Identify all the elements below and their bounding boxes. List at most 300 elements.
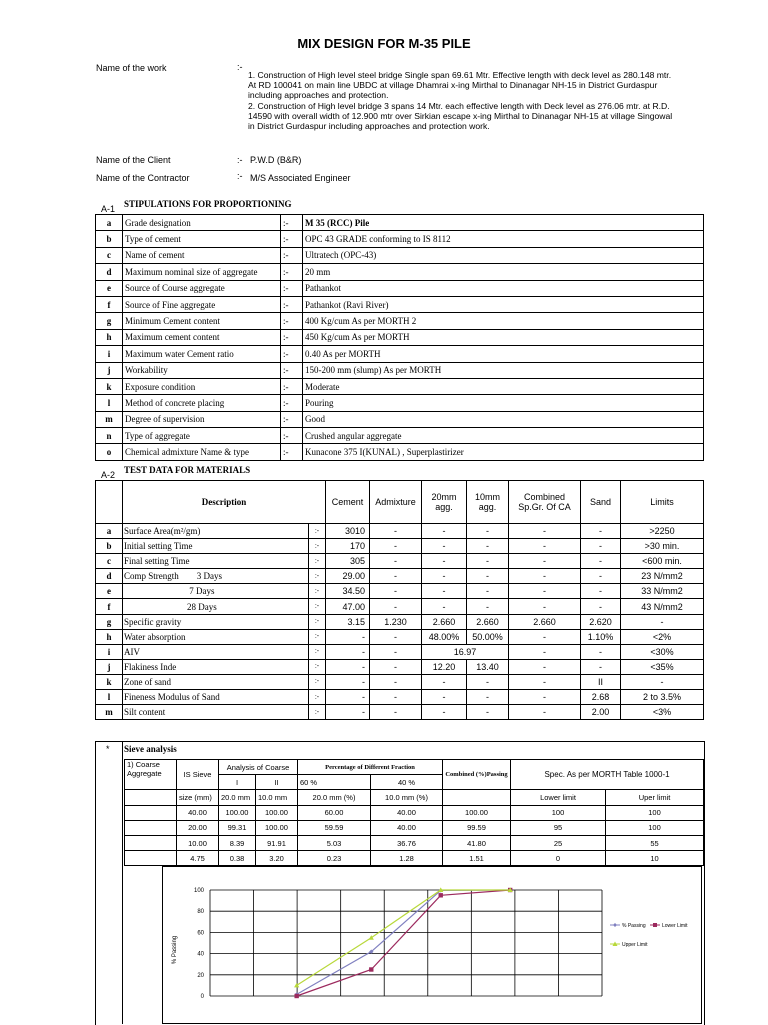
stipulation-row xyxy=(96,411,704,427)
row-letter: k xyxy=(96,378,123,394)
y-axis-label: % Passing xyxy=(172,935,178,965)
agg20-value: 12.20 xyxy=(422,659,467,674)
agg20-value: - xyxy=(422,554,467,569)
combined-value: - xyxy=(509,584,581,599)
test-desc: AIV xyxy=(123,644,309,659)
test-desc: 7 Days xyxy=(123,584,309,599)
combined-value: - xyxy=(509,599,581,614)
agg10-value: - xyxy=(467,674,509,689)
y-tick-label: 60 xyxy=(197,930,204,937)
cement-value: 34.50 xyxy=(326,584,370,599)
row-letter: h xyxy=(96,329,123,345)
header-combined-spgr: Combined Sp.Gr. Of CA xyxy=(509,481,581,524)
stipulation-row xyxy=(96,329,704,345)
combined-value: - xyxy=(509,629,581,644)
cement-value: - xyxy=(326,674,370,689)
agg20-value: - xyxy=(422,705,467,720)
test-sep: :- xyxy=(309,644,326,659)
upper-limit: 10 xyxy=(606,851,704,866)
col-i-header: I xyxy=(219,775,256,790)
stipulation-sep: :- xyxy=(281,247,303,263)
admixture-value: - xyxy=(370,705,422,720)
upper-limit-header: Uper limit xyxy=(606,790,704,805)
stipulation-desc: Maximum cement content xyxy=(123,329,281,345)
test-sep: :- xyxy=(309,659,326,674)
stipulation-sep: :- xyxy=(281,444,303,460)
series-point xyxy=(439,893,443,897)
test-desc: Comp Strength 3 Days xyxy=(123,569,309,584)
lower-limit: 0 xyxy=(511,851,606,866)
agg20-value: - xyxy=(422,539,467,554)
y-tick-label: 40 xyxy=(197,951,204,958)
agg10-value: 50.00% xyxy=(467,629,509,644)
header-description: Description xyxy=(123,481,326,524)
stipulation-sep: :- xyxy=(281,280,303,296)
stipulation-row xyxy=(96,296,704,312)
agg10-value: - xyxy=(467,690,509,705)
combined-value: - xyxy=(509,569,581,584)
upper-limit: 100 xyxy=(606,820,704,835)
row-letter: f xyxy=(96,599,123,614)
test-data-row xyxy=(96,584,704,599)
stipulation-row xyxy=(96,346,704,362)
test-sep: :- xyxy=(309,690,326,705)
pct-20mm: 59.59 xyxy=(298,820,371,835)
c20-header: 20.0 mm xyxy=(219,790,256,805)
stipulation-desc: Maximum water Cement ratio xyxy=(123,346,281,362)
admixture-value: 1.230 xyxy=(370,614,422,629)
contractor-colon: :- xyxy=(237,171,243,181)
agg10-value: - xyxy=(467,554,509,569)
combined-value: - xyxy=(509,705,581,720)
row-letter: m xyxy=(96,705,123,720)
sieve-table xyxy=(124,759,704,866)
sieve-size: 10.00 xyxy=(177,835,219,850)
row-letter: g xyxy=(96,313,123,329)
agg20-value: 48.00% xyxy=(422,629,467,644)
blank-cell xyxy=(125,820,177,835)
stipulation-desc: Maximum nominal size of aggregate xyxy=(123,264,281,280)
pct-10mm: 1.28 xyxy=(371,851,443,866)
agg10-value: - xyxy=(467,539,509,554)
analysis-coarse-header: Analysis of Coarse xyxy=(219,760,298,775)
sand-value: 2.620 xyxy=(581,614,621,629)
work-label: Name of the work xyxy=(96,63,167,73)
sand-value: - xyxy=(581,599,621,614)
stipulation-value: Pathankot xyxy=(303,280,704,296)
admixture-value: - xyxy=(370,674,422,689)
limit-value: 33 N/mm2 xyxy=(621,584,704,599)
sand-value: - xyxy=(581,539,621,554)
stipulation-value: 450 Kg/cum As per MORTH xyxy=(303,329,704,345)
legend-label: Lower Limit xyxy=(662,923,688,929)
test-desc: 28 Days xyxy=(123,599,309,614)
stipulation-sep: :- xyxy=(281,346,303,362)
y-tick-label: 100 xyxy=(193,888,204,894)
stipulation-sep: :- xyxy=(281,378,303,394)
limit-value: <30% xyxy=(621,644,704,659)
agg10-value: 2.660 xyxy=(467,614,509,629)
sand-value: 1.10% xyxy=(581,629,621,644)
pct-fraction-header: Percentage of Different Fraction xyxy=(298,760,443,775)
blank-cell xyxy=(443,790,511,805)
p60-header: 60 % xyxy=(298,775,371,790)
admixture-value: - xyxy=(370,690,422,705)
test-sep: :- xyxy=(309,569,326,584)
sieve-row xyxy=(125,835,704,850)
sieve-frame-divider xyxy=(122,741,123,1024)
stipulation-value: OPC 43 GRADE conforming to IS 8112 xyxy=(303,231,704,247)
combined-passing: 100.00 xyxy=(443,805,511,820)
stipulation-sep: :- xyxy=(281,313,303,329)
row-letter: d xyxy=(96,264,123,280)
limit-value: <2% xyxy=(621,629,704,644)
row-letter: j xyxy=(96,659,123,674)
stipulation-sep: :- xyxy=(281,411,303,427)
sieve-title: Sieve analysis xyxy=(124,744,177,754)
legend-label: Upper Limit xyxy=(622,942,648,948)
test-data-row xyxy=(96,554,704,569)
blank-cell xyxy=(125,851,177,866)
limit-value: - xyxy=(621,614,704,629)
lower-limit-header: Lower limit xyxy=(511,790,606,805)
stipulation-row xyxy=(96,378,704,394)
row-letter: i xyxy=(96,346,123,362)
row-letter: g xyxy=(96,614,123,629)
agg20-value: - xyxy=(422,599,467,614)
stipulation-sep: :- xyxy=(281,362,303,378)
agg10-value: - xyxy=(467,599,509,614)
row-letter: j xyxy=(96,362,123,378)
upper-limit: 55 xyxy=(606,835,704,850)
admixture-value: - xyxy=(370,644,422,659)
stipulation-sep: :- xyxy=(281,395,303,411)
stipulation-value: 400 Kg/cum As per MORTH 2 xyxy=(303,313,704,329)
frac-i: 8.39 xyxy=(219,835,256,850)
blank-cell xyxy=(125,805,177,820)
row-letter: f xyxy=(96,296,123,312)
section-a2-number: A-2 xyxy=(101,470,116,480)
admixture-value: - xyxy=(370,554,422,569)
combined-value: - xyxy=(509,524,581,539)
legend-label: % Passing xyxy=(622,923,646,929)
lower-limit: 100 xyxy=(511,805,606,820)
section-a2-heading: TEST DATA FOR MATERIALS xyxy=(124,465,251,475)
cement-value: 170 xyxy=(326,539,370,554)
limit-value: <3% xyxy=(621,705,704,720)
limit-value: - xyxy=(621,674,704,689)
stipulation-value: Kunacone 375 I(KUNAL) , Superplastirizer xyxy=(303,444,704,460)
row-letter: e xyxy=(96,584,123,599)
contractor-label: Name of the Contractor xyxy=(96,173,190,183)
test-sep: :- xyxy=(309,674,326,689)
pct-10mm: 40.00 xyxy=(371,820,443,835)
test-data-row xyxy=(96,705,704,720)
agg20-value: - xyxy=(422,584,467,599)
limit-value: 2 to 3.5% xyxy=(621,690,704,705)
sieve-bullet: * xyxy=(106,744,110,754)
stipulation-sep: :- xyxy=(281,231,303,247)
sieve-size: 20.00 xyxy=(177,820,219,835)
y-tick-label: 20 xyxy=(197,972,204,979)
page-title: MIX DESIGN FOR M-35 PILE xyxy=(297,36,471,51)
stipulation-row xyxy=(96,247,704,263)
contractor-value: M/S Associated Engineer xyxy=(250,173,351,183)
stipulation-desc: Exposure condition xyxy=(123,378,281,394)
cement-value: - xyxy=(326,690,370,705)
combined-value: - xyxy=(509,674,581,689)
admixture-value: - xyxy=(370,524,422,539)
row-letter: m xyxy=(96,411,123,427)
combined-passing: 99.59 xyxy=(443,820,511,835)
test-sep: :- xyxy=(309,584,326,599)
stipulation-value: Pouring xyxy=(303,395,704,411)
stipulation-value: Ultratech (OPC-43) xyxy=(303,247,704,263)
stipulation-value: 20 mm xyxy=(303,264,704,280)
admixture-value: - xyxy=(370,599,422,614)
stipulation-row xyxy=(96,362,704,378)
section-a1-number: A-1 xyxy=(101,204,116,214)
sand-value: - xyxy=(581,554,621,569)
coarse-aggregate-label: 1) Coarse Aggregate xyxy=(125,760,177,790)
combined-value: - xyxy=(509,554,581,569)
frac-ii: 100.00 xyxy=(256,805,298,820)
test-desc: Fineness Modulus of Sand xyxy=(123,690,309,705)
agg20-value: - xyxy=(422,690,467,705)
stipulation-sep: :- xyxy=(281,296,303,312)
sand-value: - xyxy=(581,584,621,599)
section-a1-heading: STIPULATIONS FOR PROPORTIONING xyxy=(124,199,292,209)
stipulation-sep: :- xyxy=(281,215,303,231)
client-label: Name of the Client xyxy=(96,155,171,165)
admixture-value: - xyxy=(370,539,422,554)
stipulation-row xyxy=(96,231,704,247)
y-tick-label: 0 xyxy=(200,994,204,1000)
client-value: P.W.D (B&R) xyxy=(250,155,302,165)
sieve-header-row-3 xyxy=(125,790,704,805)
header-20mm-agg: 20mm agg. xyxy=(422,481,467,524)
limit-value: 23 N/mm2 xyxy=(621,569,704,584)
stipulation-row xyxy=(96,280,704,296)
header-limits: Limits xyxy=(621,481,704,524)
row-letter: c xyxy=(96,554,123,569)
header-10mm-agg: 10mm agg. xyxy=(467,481,509,524)
sieve-header-row-1 xyxy=(125,760,704,775)
agg10-value: - xyxy=(467,569,509,584)
lower-limit: 25 xyxy=(511,835,606,850)
sieve-row xyxy=(125,820,704,835)
combined-value: - xyxy=(509,539,581,554)
combined-passing-header: Combined (%)Passing xyxy=(443,760,511,790)
frac-i: 0.38 xyxy=(219,851,256,866)
test-data-row xyxy=(96,659,704,674)
pct-10mm: 36.76 xyxy=(371,835,443,850)
pct-20mm: 5.03 xyxy=(298,835,371,850)
blank-cell xyxy=(125,790,177,805)
row-letter: b xyxy=(96,231,123,247)
agg10-value: 13.40 xyxy=(467,659,509,674)
frac-ii: 3.20 xyxy=(256,851,298,866)
stipulation-desc: Type of cement xyxy=(123,231,281,247)
test-data-row xyxy=(96,539,704,554)
header-cement: Cement xyxy=(326,481,370,524)
work-description-1: 1. Construction of High level steel bridge Single span 69.61 Mtr. Effective length with deck level as 280.148 mtr. At RD 100041 on main line UBDC at village Dhamrai x-ing Mirthal to Dinanagar NH-15 in District Gurdaspur including approaches and protection. xyxy=(248,70,672,101)
col-ii-header: II xyxy=(256,775,298,790)
combined-value: 2.660 xyxy=(509,614,581,629)
cement-value: 29.00 xyxy=(326,569,370,584)
client-colon: :- xyxy=(237,155,243,165)
admixture-value: - xyxy=(370,629,422,644)
stipulation-desc: Source of Course aggregate xyxy=(123,280,281,296)
stipulation-desc: Grade designation xyxy=(123,215,281,231)
test-sep: :- xyxy=(309,614,326,629)
stipulation-value: M 35 (RCC) Pile xyxy=(303,215,704,231)
row-letter: c xyxy=(96,247,123,263)
sand-value: 2.00 xyxy=(581,705,621,720)
header-admixture: Admixture xyxy=(370,481,422,524)
agg20-value: - xyxy=(422,524,467,539)
row-letter: b xyxy=(96,539,123,554)
row-letter: l xyxy=(96,395,123,411)
row-letter: n xyxy=(96,428,123,444)
cement-value: 3.15 xyxy=(326,614,370,629)
frac-ii: 100.00 xyxy=(256,820,298,835)
sand-value: - xyxy=(581,659,621,674)
sieve-size: 40.00 xyxy=(177,805,219,820)
cement-value: 3010 xyxy=(326,524,370,539)
test-desc: Specific gravity xyxy=(123,614,309,629)
stipulation-row xyxy=(96,395,704,411)
row-letter: k xyxy=(96,674,123,689)
header-blank xyxy=(96,481,123,524)
test-data-row xyxy=(96,690,704,705)
frac-i: 100.00 xyxy=(219,805,256,820)
stipulation-desc: Degree of supervision xyxy=(123,411,281,427)
cement-value: - xyxy=(326,659,370,674)
row-letter: a xyxy=(96,524,123,539)
blank-cell xyxy=(125,835,177,850)
sand-value: - xyxy=(581,569,621,584)
limit-value: >2250 xyxy=(621,524,704,539)
row-letter: a xyxy=(96,215,123,231)
work-colon: :- xyxy=(237,62,243,72)
cement-value: - xyxy=(326,629,370,644)
agg10-value: - xyxy=(467,705,509,720)
stipulation-sep: :- xyxy=(281,428,303,444)
sand-value: II xyxy=(581,674,621,689)
stipulation-desc: Minimum Cement content xyxy=(123,313,281,329)
c10p-header: 10.0 mm (%) xyxy=(371,790,443,805)
sand-value: - xyxy=(581,524,621,539)
row-letter: e xyxy=(96,280,123,296)
test-desc: Zone of sand xyxy=(123,674,309,689)
series-point xyxy=(369,967,373,971)
combined-value: - xyxy=(509,690,581,705)
cement-value: - xyxy=(326,644,370,659)
is-sieve-header: IS Sieve xyxy=(177,760,219,790)
size-mm-header: size (mm) xyxy=(177,790,219,805)
test-desc: Water absorption xyxy=(123,629,309,644)
frac-ii: 91.91 xyxy=(256,835,298,850)
admixture-value: - xyxy=(370,659,422,674)
test-data-row xyxy=(96,644,704,659)
stipulation-value: Pathankot (Ravi River) xyxy=(303,296,704,312)
stipulation-desc: Workability xyxy=(123,362,281,378)
stipulation-sep: :- xyxy=(281,264,303,280)
row-letter: o xyxy=(96,444,123,460)
sieve-size: 4.75 xyxy=(177,851,219,866)
test-sep: :- xyxy=(309,705,326,720)
test-sep: :- xyxy=(309,599,326,614)
row-letter: i xyxy=(96,644,123,659)
stipulation-row xyxy=(96,264,704,280)
sieve-grading-chart xyxy=(162,866,702,1024)
agg10-value: - xyxy=(467,524,509,539)
stipulation-desc: Chemical admixture Name & type xyxy=(123,444,281,460)
limit-value: <35% xyxy=(621,659,704,674)
work-description-2: 2. Construction of High level bridge 3 spans 14 Mtr. each effective length with Deck level as 276.06 mtr. at R.D. 14590 with overall width of 12.900 mtr over Sirkian escape x-ing Mirthal to Dinanagar NH-15 at village Singowal in District Gurdaspur including approaches and protection work. xyxy=(248,101,673,132)
stipulation-value: 0.40 As per MORTH xyxy=(303,346,704,362)
combined-value: - xyxy=(509,644,581,659)
upper-limit: 100 xyxy=(606,805,704,820)
stipulation-value: Moderate xyxy=(303,378,704,394)
combined-passing: 41.80 xyxy=(443,835,511,850)
agg20-value: - xyxy=(422,569,467,584)
header-sand: Sand xyxy=(581,481,621,524)
test-sep: :- xyxy=(309,539,326,554)
stipulation-row xyxy=(96,313,704,329)
stipulation-sep: :- xyxy=(281,329,303,345)
stipulation-row xyxy=(96,215,704,231)
sand-value: - xyxy=(581,644,621,659)
test-sep: :- xyxy=(309,629,326,644)
test-data-row xyxy=(96,629,704,644)
stipulation-desc: Method of concrete placing xyxy=(123,395,281,411)
row-letter: l xyxy=(96,690,123,705)
sieve-row xyxy=(125,851,704,866)
stipulation-row xyxy=(96,428,704,444)
pct-20mm: 60.00 xyxy=(298,805,371,820)
test-data-row xyxy=(96,674,704,689)
test-sep: :- xyxy=(309,524,326,539)
stipulation-value: 150-200 mm (slump) As per MORTH xyxy=(303,362,704,378)
stipulation-row xyxy=(96,444,704,460)
stipulation-desc: Name of cement xyxy=(123,247,281,263)
combined-value: - xyxy=(509,659,581,674)
test-data-row xyxy=(96,599,704,614)
combined-passing: 1.51 xyxy=(443,851,511,866)
lower-limit: 95 xyxy=(511,820,606,835)
pct-20mm: 0.23 xyxy=(298,851,371,866)
cement-value: 47.00 xyxy=(326,599,370,614)
test-data-header-row xyxy=(96,481,704,524)
stipulations-table xyxy=(95,214,704,461)
test-data-row xyxy=(96,569,704,584)
limit-value: <600 min. xyxy=(621,554,704,569)
test-data-row xyxy=(96,524,704,539)
test-desc: Flakiness Inde xyxy=(123,659,309,674)
test-desc: Silt content xyxy=(123,705,309,720)
test-desc: Final setting Time xyxy=(123,554,309,569)
c20p-header: 20.0 mm (%) xyxy=(298,790,371,805)
p40-header: 40 % xyxy=(371,775,443,790)
test-data-table xyxy=(95,480,704,720)
row-letter: d xyxy=(96,569,123,584)
cement-value: - xyxy=(326,705,370,720)
c10-header: 10.0 mm xyxy=(256,790,298,805)
test-desc: Initial setting Time xyxy=(123,539,309,554)
agg20-value: - xyxy=(422,674,467,689)
